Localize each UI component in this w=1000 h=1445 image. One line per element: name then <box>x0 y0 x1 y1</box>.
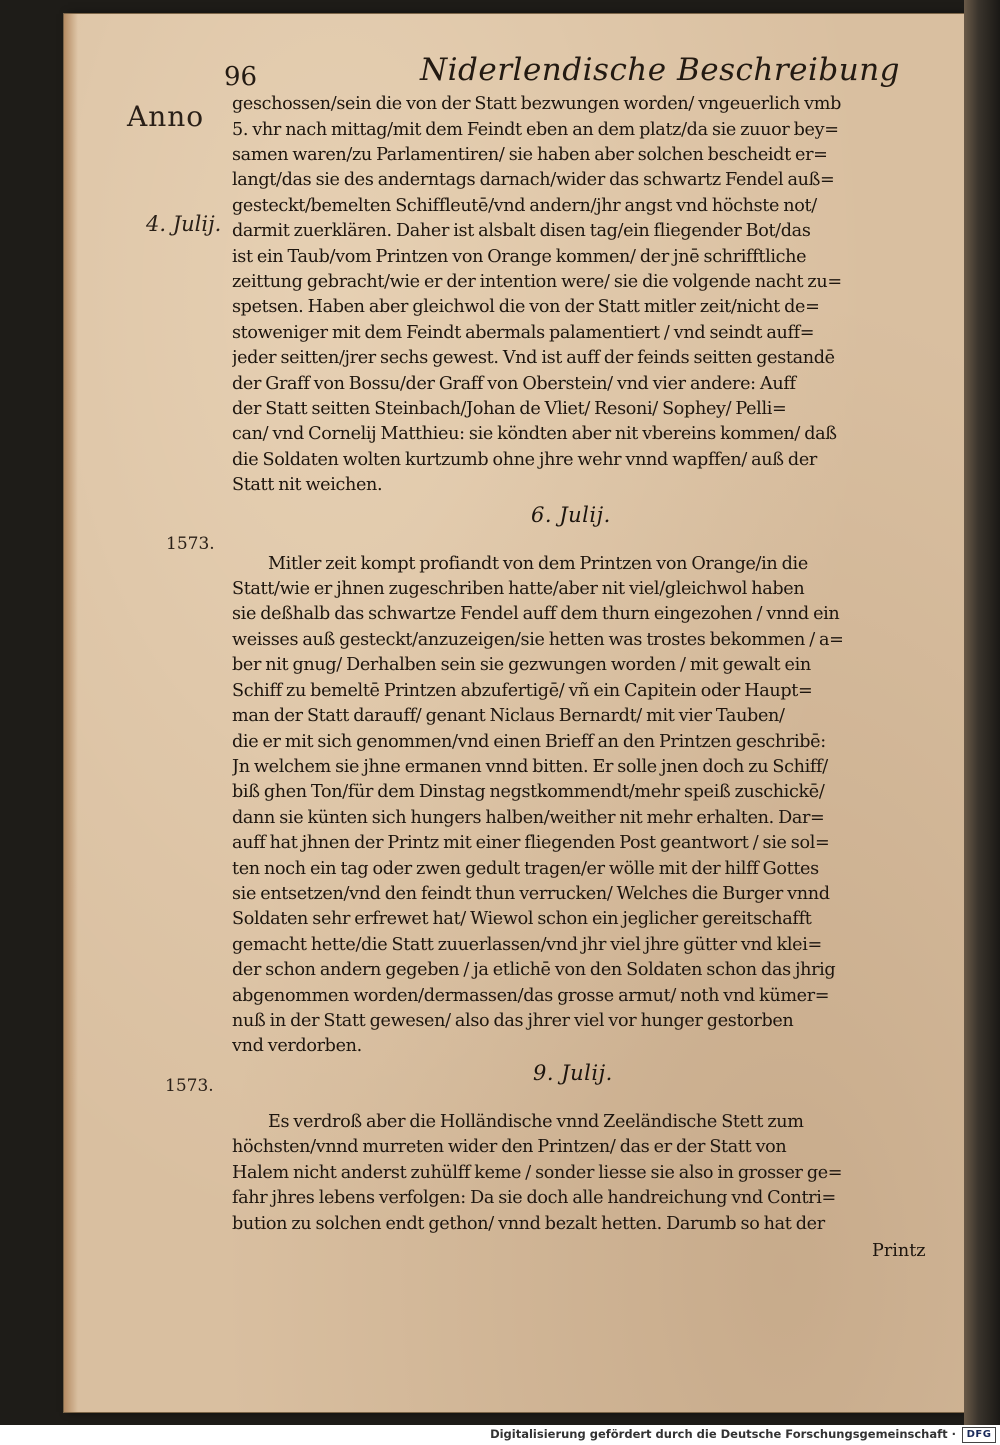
text-line: abgenommen worden/dermassen/das grosse armut/ noth vnd kümer= <box>232 986 830 1006</box>
text-line: ist ein Taub/vom Printzen von Orange kommen/ der jnē schrifftliche <box>232 247 807 267</box>
date-heading-july6: 6. Julij. <box>531 503 611 527</box>
margin-date-july4: 4. Julij. <box>146 212 222 236</box>
text-line: dann sie künten sich hungers halben/weither nit mehr erhalten. Dar= <box>232 808 825 828</box>
date-heading-july9: 9. Julij. <box>533 1061 613 1085</box>
text-line: biß ghen Ton/für dem Dinstag negstkommendt/mehr speiß zuschickē/ <box>232 782 825 802</box>
text-line: die er mit sich genommen/vnd einen Brieff an den Printzen geschribē: <box>232 732 826 752</box>
catchword: Printz <box>872 1241 926 1261</box>
text-line: gemacht hette/die Statt zuuerlassen/vnd jhr viel jhre gütter vnd klei= <box>232 935 822 955</box>
text-line: fahr jhres lebens verfolgen: Da sie doch alle handreichung vnd Contri= <box>232 1188 836 1208</box>
text-line: langt/das sie des anderntags darnach/wider das schwartz Fendel auß= <box>232 170 835 190</box>
margin-anno: Anno <box>127 100 205 133</box>
text-line: Schiff zu bemeltē Printzen abzufertigē/ vñ ein Capitein oder Haupt= <box>232 681 813 701</box>
text-line: zeittung gebracht/wie er der intention were/ sie die volgende nacht zu= <box>232 272 842 292</box>
text-line: weisses auß gesteckt/anzuzeigen/sie hetten was trostes bekommen / a= <box>232 630 844 650</box>
text-line: geschossen/sein die von der Statt bezwungen worden/ vngeuerlich vmb <box>232 94 841 114</box>
text-line: Statt nit weichen. <box>232 475 383 495</box>
text-line: can/ vnd Cornelij Matthieu: sie köndten aber nit vbereins kommen/ daß <box>232 424 837 444</box>
text-line: nuß in der Statt gewesen/ also das jhrer viel vor hunger gestorben <box>232 1011 794 1031</box>
text-line: Statt/wie er jhnen zugeschriben hatte/aber nit viel/gleichwol haben <box>232 579 805 599</box>
text-line: ten noch ein tag oder zwen gedult tragen/er wölle mit der hilff Gottes <box>232 859 819 879</box>
text-line: Halem nicht anderst zuhülff keme / sonder liesse sie also in grosser ge= <box>232 1163 843 1183</box>
page-number: 96 <box>224 62 258 92</box>
dfg-logo: DFG <box>962 1427 996 1443</box>
text-line: der schon andern gegeben / ja etlichē von den Soldaten schon das jhrig <box>232 960 836 980</box>
text-line: darmit zuerklären. Daher ist alsbalt disen tag/ein fliegender Bot/das <box>232 221 811 241</box>
text-line: auff hat jhnen der Printz mit einer fliegenden Post geantwort / sie sol= <box>232 833 830 853</box>
margin-year-1: 1573. <box>166 534 215 554</box>
text-line: der Statt seitten Steinbach/Johan de Vliet/ Resoni/ Sophey/ Pelli= <box>232 399 787 419</box>
text-line: Soldaten sehr erfrewet hat/ Wiewol schon ein jeglicher gereitschafft <box>232 909 812 929</box>
running-title: Niderlendische Beschreibung <box>420 52 901 88</box>
text-line: 5. vhr nach mittag/mit dem Feindt eben an dem platz/da sie zuuor bey= <box>232 120 839 140</box>
text-line: die Soldaten wolten kurtzumb ohne jhre wehr vnnd wapffen/ auß der <box>232 450 817 470</box>
book-binding <box>964 0 1000 1425</box>
text-line: höchsten/vnnd murreten wider den Printzen/ das er der Statt von <box>232 1137 787 1157</box>
margin-year-2: 1573. <box>165 1076 214 1096</box>
text-line: samen waren/zu Parlamentiren/ sie haben aber solchen bescheidt er= <box>232 145 828 165</box>
text-line: Es verdroß aber die Holländische vnnd Zeeländische Stett zum <box>268 1112 804 1132</box>
text-line: spetsen. Haben aber gleichwol die von der Statt mitler zeit/nicht de= <box>232 297 820 317</box>
text-line: jeder seitten/jrer sechs gewest. Vnd ist auff der feinds seitten gestandē <box>232 348 835 368</box>
text-line: Jn welchem sie jhne ermanen vnnd bitten. Er solle jnen doch zu Schiff/ <box>232 757 828 777</box>
text-line: der Graff von Bossu/der Graff von Oberstein/ vnd vier andere: Auff <box>232 374 796 394</box>
footer-bar <box>0 1425 1000 1445</box>
text-line: gesteckt/bemelten Schiffleutē/vnd andern/jhr angst vnd höchste not/ <box>232 196 817 216</box>
text-line: Mitler zeit kompt profiandt von dem Printzen von Orange/in die <box>268 554 808 574</box>
text-line: vnd verdorben. <box>232 1036 362 1056</box>
text-line: bution zu solchen endt gethon/ vnnd bezalt hetten. Darumb so hat der <box>232 1214 825 1234</box>
text-line: stoweniger mit dem Feindt abermals palamentiert / vnd seindt auff= <box>232 323 815 343</box>
funding-credit: Digitalisierung gefördert durch die Deutsche Forschungsgemeinschaft · <box>490 1427 956 1441</box>
text-line: man der Statt darauff/ genant Niclaus Bernardt/ mit vier Tauben/ <box>232 706 785 726</box>
text-line: ber nit gnug/ Derhalben sein sie gezwungen worden / mit gewalt ein <box>232 655 811 675</box>
text-line: sie entsetzen/vnd den feindt thun verrucken/ Welches die Burger vnnd <box>232 884 830 904</box>
text-line: sie deßhalb das schwartze Fendel auff dem thurn eingezohen / vnnd ein <box>232 604 840 624</box>
